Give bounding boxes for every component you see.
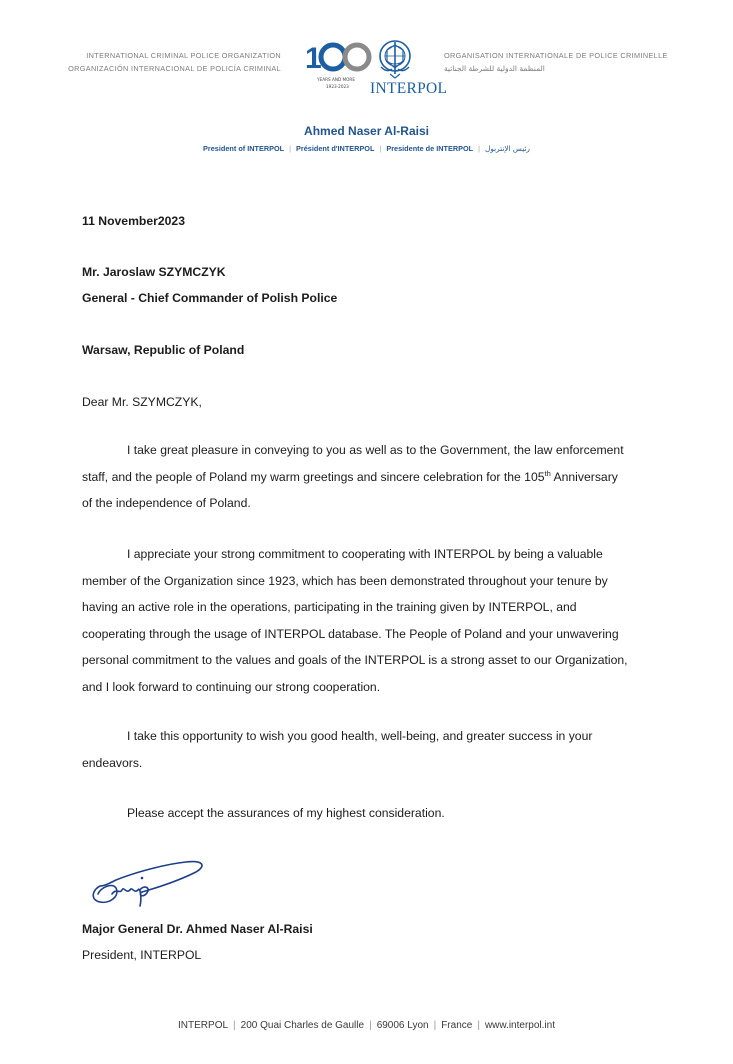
org-name-spanish: ORGANIZACIÓN INTERNACIONAL DE POLICÍA CRIMINAL: [68, 64, 281, 73]
header-left-org-names: [21, 49, 281, 75]
title-arabic: رئيس الإنتربول: [485, 144, 530, 153]
signatory-name: Major General Dr. Ahmed Naser Al-Raisi: [82, 922, 313, 936]
footer-address: INTERPOL | 200 Quai Charles de Gaulle | 69006 Lyon | France | www.interpol.int: [178, 1020, 555, 1031]
salutation: Dear Mr. SZYMCZYK,: [82, 395, 202, 409]
signatory-title: President, INTERPOL: [82, 948, 202, 962]
paragraph-1-line-1: I take great pleasure in conveying to you as well as to the Government, the law enforcement: [127, 443, 624, 457]
letter-date: 11 November2023: [82, 214, 185, 228]
paragraph-3: I take this opportunity to wish you good health, well-being, and greater success in your endeavors.: [82, 729, 593, 770]
org-name-arabic: المنظمة الدولية للشرطة الجنائية: [444, 64, 545, 73]
interpol-wordmark: INTERPOL: [370, 80, 448, 97]
title-spanish: Presidente de INTERPOL: [386, 144, 474, 153]
recipient-title: General - Chief Commander of Polish Police: [82, 291, 338, 305]
paragraph-1: I take great pleasure in conveying to you as well as to the Government, the law enforcement staff, and the people of Poland my warm greetings and sincere celebration for the 105th Anniversary of the independence of Poland.: [82, 443, 624, 511]
closing-line: Please accept the assurances of my highest consideration.: [127, 806, 445, 820]
recipient-location: Warsaw, Republic of Poland: [82, 343, 245, 357]
footer-website-link[interactable]: www.interpol.int: [484, 1020, 555, 1031]
recipient-name: Mr. Jaroslaw SZYMCZYK: [82, 265, 226, 279]
svg-text:1: 1: [305, 42, 322, 75]
centenary-logo: [303, 38, 375, 94]
title-english: President of INTERPOL: [203, 144, 285, 153]
org-name-french: ORGANISATION INTERNATIONALE DE POLICE CRIMINELLE: [444, 51, 668, 60]
interpol-emblem-icon: [376, 37, 414, 81]
org-name-english: INTERNATIONAL CRIMINAL POLICE ORGANIZATION: [86, 51, 281, 60]
paragraph-2: I appreciate your strong commitment to cooperating with INTERPOL by being a valuable member of the Organization since 1923, which has been demonstrated throughout your tenure by having an active role in the operations, participating in the training given by INTERPOL, and cooperating through the usage of INTERPOL database. The People of Poland and your unwavering personal commitment to the values and goals of the INTERPOL is a strong asset to our Organization, and I look forward to continuing our strong cooperation.: [82, 547, 628, 694]
president-titles: President of INTERPOL | Président d'INTERPOL | Presidente de INTERPOL | رئيس الإنتربول: [203, 144, 530, 153]
centenary-logo-years: 1923-2023: [326, 84, 349, 89]
president-name-heading: Ahmed Naser Al-Raisi: [304, 124, 429, 138]
handwritten-signature: [86, 858, 212, 910]
header-right-org-names: [444, 49, 704, 75]
centenary-logo-tagline: YEARS AND MORE: [317, 77, 355, 82]
title-french: Président d'INTERPOL: [296, 144, 375, 153]
